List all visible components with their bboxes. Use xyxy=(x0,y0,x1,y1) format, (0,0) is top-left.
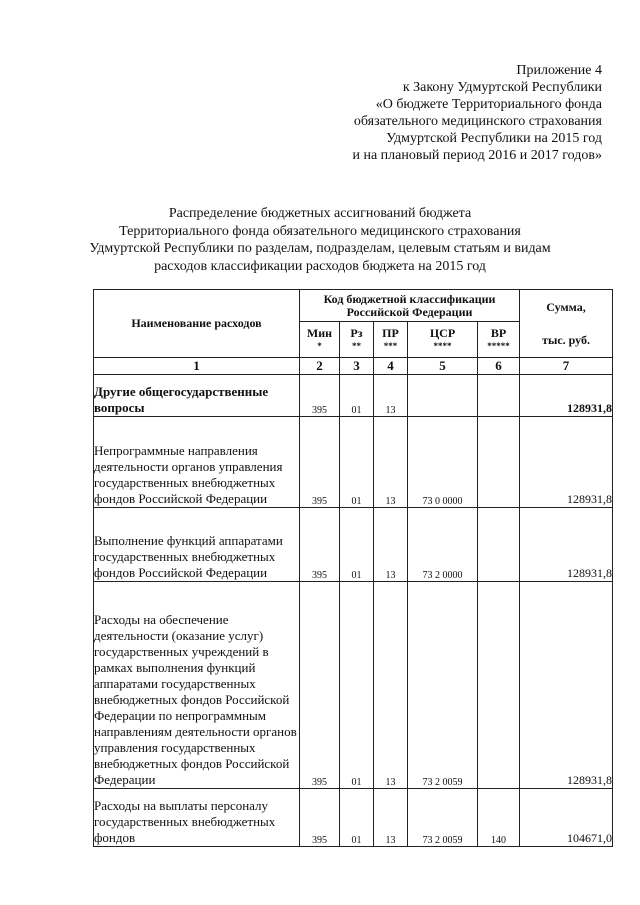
row-min: 395 xyxy=(300,375,340,417)
column-number: 4 xyxy=(374,358,408,375)
appendix-line: и на плановый период 2016 и 2017 годов» xyxy=(352,148,602,163)
row-csr: 73 2 0059 xyxy=(408,582,478,789)
appendix-line: к Закону Удмуртской Республики xyxy=(402,80,602,95)
row-min: 395 xyxy=(300,417,340,508)
row-name: Выполнение функций аппаратами государственных внебюджетных фондов Российской Федерации xyxy=(94,508,300,582)
row-sum: 128931,8 xyxy=(520,417,613,508)
header-name: Наименование расходов xyxy=(94,290,300,358)
title-line: расходов классификации расходов бюджета на 2015 год xyxy=(154,258,486,274)
appendix-line: Удмуртской Республики на 2015 год xyxy=(386,131,602,146)
row-name: Непрограммные направления деятельности органов управления государственных внебюджетных фондов Российской Федерации xyxy=(94,417,300,508)
row-name: Расходы на выплаты персоналу государственных внебюджетных фондов xyxy=(94,789,300,847)
header-csr-label: ЦСР xyxy=(429,325,456,340)
title-line: Распределение бюджетных ассигнований бюджета xyxy=(168,206,472,221)
header-vr-label: ВР xyxy=(490,325,507,340)
table-row xyxy=(94,582,613,789)
row-rz: 01 xyxy=(340,789,374,847)
row-rz: 01 xyxy=(340,508,374,582)
header-sum-unit: тыс. руб. xyxy=(542,332,591,347)
column-number: 5 xyxy=(408,358,478,375)
row-name: Расходы на обеспечение деятельности (оказание услуг) государственных учреждений в рамках выполнения функций аппаратами государственных внебюджетных фондов Российской Федерации по непрограммным направлениям деятельности органов управления государственных внебюджетных фондов Российской Федерации xyxy=(94,582,300,789)
header-rz-label: Рз xyxy=(350,325,363,340)
row-pr: 13 xyxy=(374,417,408,508)
header-vr xyxy=(478,322,520,358)
row-vr xyxy=(478,582,520,789)
appendix-line: «О бюджете Территориального фонда xyxy=(375,97,602,112)
row-min: 395 xyxy=(300,582,340,789)
row-csr: 73 0 0000 xyxy=(408,417,478,508)
table-row xyxy=(94,508,613,582)
column-number: 6 xyxy=(478,358,520,375)
column-number: 2 xyxy=(300,358,340,375)
column-number: 3 xyxy=(340,358,374,375)
title-line: Удмуртской Республики по разделам, подразделам, целевым статьям и видам xyxy=(89,241,551,256)
row-sum: 128931,8 xyxy=(520,508,613,582)
row-min: 395 xyxy=(300,789,340,847)
header-rz-mark: ** xyxy=(352,340,361,351)
row-rz: 01 xyxy=(340,582,374,789)
appendix-line: обязательного медицинского страхования xyxy=(353,114,602,129)
row-vr xyxy=(478,375,520,417)
row-csr: 73 2 0000 xyxy=(408,508,478,582)
header-sum xyxy=(520,290,613,358)
header-csr xyxy=(408,322,478,358)
row-vr: 140 xyxy=(478,789,520,847)
header-code-group: Код бюджетной классификации Российской Федерации xyxy=(300,290,520,322)
row-pr: 13 xyxy=(374,508,408,582)
table-row xyxy=(94,375,613,417)
table-row xyxy=(94,417,613,508)
row-pr: 13 xyxy=(374,375,408,417)
header-pr-label: ПР xyxy=(382,325,399,340)
column-number: 1 xyxy=(94,358,300,375)
row-pr: 13 xyxy=(374,582,408,789)
budget-table xyxy=(93,289,613,847)
row-vr xyxy=(478,417,520,508)
header-pr-mark: *** xyxy=(383,340,398,351)
column-number: 7 xyxy=(520,358,613,375)
header-pr xyxy=(374,322,408,358)
row-sum: 128931,8 xyxy=(520,582,613,789)
header-vr-mark: ***** xyxy=(487,340,510,351)
row-sum: 128931,8 xyxy=(520,375,613,417)
row-csr: 73 2 0059 xyxy=(408,789,478,847)
table-row xyxy=(94,789,613,847)
row-name: Другие общегосударственные вопросы xyxy=(94,375,300,417)
row-min: 395 xyxy=(300,508,340,582)
row-sum: 104671,0 xyxy=(520,789,613,847)
header-rz xyxy=(340,322,374,358)
row-pr: 13 xyxy=(374,789,408,847)
row-csr xyxy=(408,375,478,417)
header-min-mark: * xyxy=(317,340,322,351)
document-title xyxy=(70,205,570,275)
header-csr-mark: **** xyxy=(433,340,452,351)
title-line: Территориального фонда обязательного медицинского страхования xyxy=(119,223,521,239)
row-vr xyxy=(478,508,520,582)
appendix-block xyxy=(272,62,602,164)
header-sum-label: Сумма, xyxy=(546,299,586,314)
row-rz: 01 xyxy=(340,417,374,508)
header-min-label: Мин xyxy=(306,325,333,340)
row-rz: 01 xyxy=(340,375,374,417)
header-min xyxy=(300,322,340,358)
appendix-line: Приложение 4 xyxy=(516,63,602,78)
